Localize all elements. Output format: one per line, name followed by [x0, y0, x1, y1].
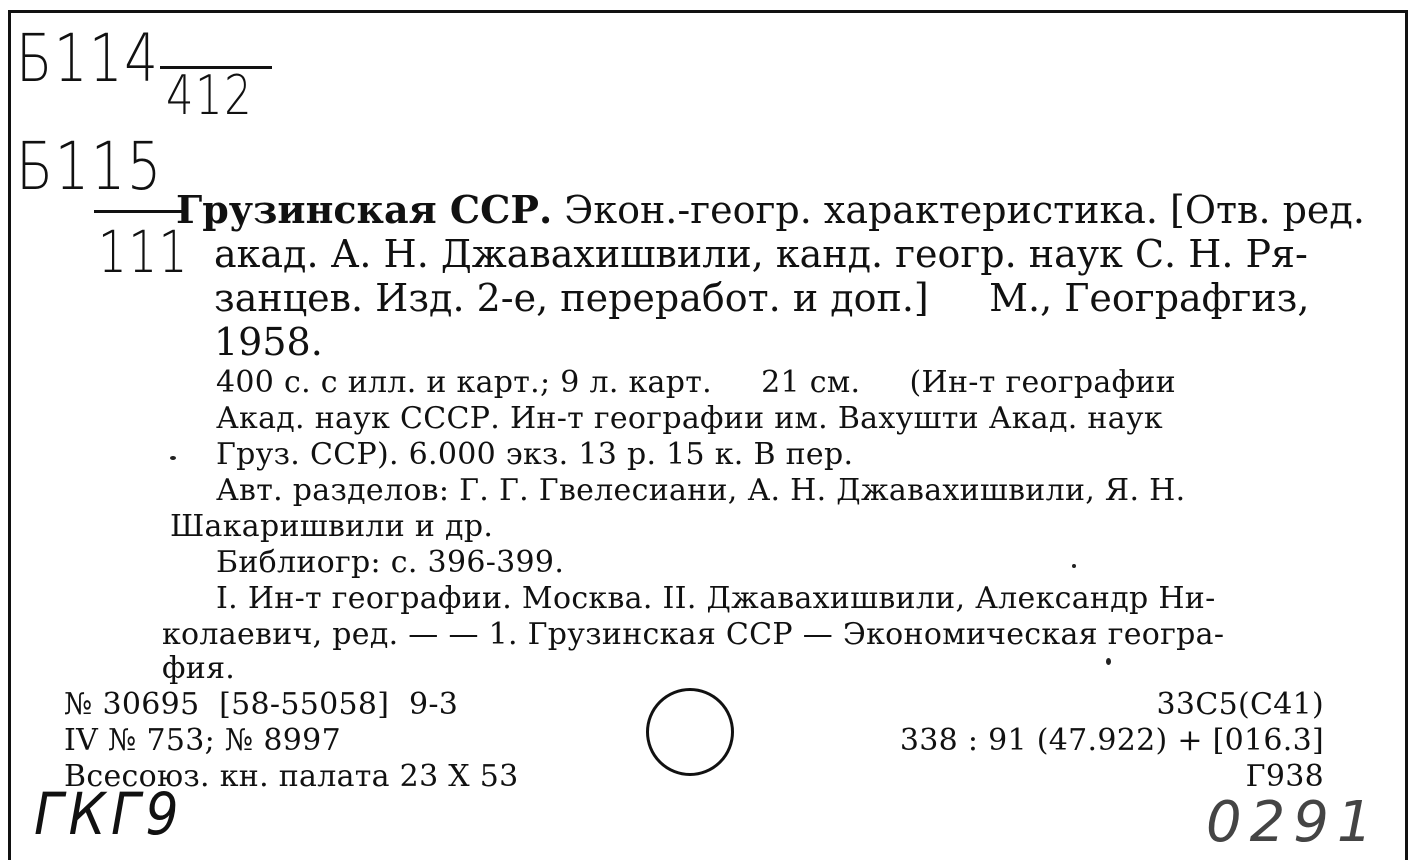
footer-classification-code: 33С5(С41): [1156, 687, 1324, 722]
title-line-1-text: Экон.-геогр. характеристика. [Отв. ред.: [552, 188, 1365, 232]
fraction-line-main: [94, 210, 182, 213]
collation-line-3: Груз. ССР). 6.000 экз. 13 р. 15 к. В пер.: [216, 437, 854, 472]
footer-registration-number: № 30695 [58-55058] 9-3: [64, 687, 459, 722]
handwritten-shelf-mark-top: Б114: [16, 20, 160, 97]
collation-line-1: 400 с. с илл. и карт.; 9 л. карт. 21 см. (Ин-т географии: [216, 365, 1176, 400]
footer-udc-code: 338 : 91 (47.922) + [016.3]: [899, 723, 1324, 758]
scan-speck: [1072, 564, 1076, 568]
handwritten-shelf-mark-top-sub: 412: [166, 64, 254, 127]
authors-note-line-2: Шакаришвили и др.: [170, 509, 494, 544]
handwritten-bottom-right-number: 0291: [1206, 790, 1381, 855]
authors-note-line-1: Авт. разделов: Г. Г. Гвелесиани, А. Н. Джавахишвили, Я. Н.: [216, 473, 1186, 508]
handwritten-shelf-mark-main: Б115: [16, 128, 163, 205]
scan-speck: [1106, 658, 1111, 665]
footer-chamber-note: Всесоюз. кн. палата 23 X 53: [64, 759, 519, 794]
tracings-line-2: колаевич, ред. — — 1. Грузинская ССР — Экономическая геогра-: [162, 617, 1225, 652]
collation-line-2: Акад. наук СССР. Ин-т географии им. Вахушти Акад. наук: [216, 401, 1163, 436]
handwritten-bottom-left-mark: ГКГ9: [34, 780, 185, 848]
bibliography-note: Библиогр: с. 396-399.: [216, 545, 565, 580]
scan-speck: [170, 456, 176, 460]
title-line-3: занцев. Изд. 2-е, переработ. и доп.] М., Географгиз,: [214, 276, 1310, 320]
footer-card-number: IV № 753; № 8997: [64, 723, 341, 758]
handwritten-shelf-mark-main-sub: 111: [98, 218, 190, 286]
tracings-line-3: фия.: [162, 651, 236, 686]
title-line-4: 1958.: [214, 320, 323, 364]
footer-author-mark: Г938: [1245, 759, 1324, 794]
title-line-1: [176, 188, 1365, 232]
tracings-line-1: I. Ин-т географии. Москва. II. Джавахишвили, Александр Ни-: [216, 581, 1216, 616]
title-line-2: акад. А. Н. Джавахишвили, канд. геогр. наук С. Н. Ря-: [214, 232, 1308, 276]
title-heading: Грузинская ССР.: [176, 187, 553, 232]
circle-stamp: [646, 688, 734, 776]
